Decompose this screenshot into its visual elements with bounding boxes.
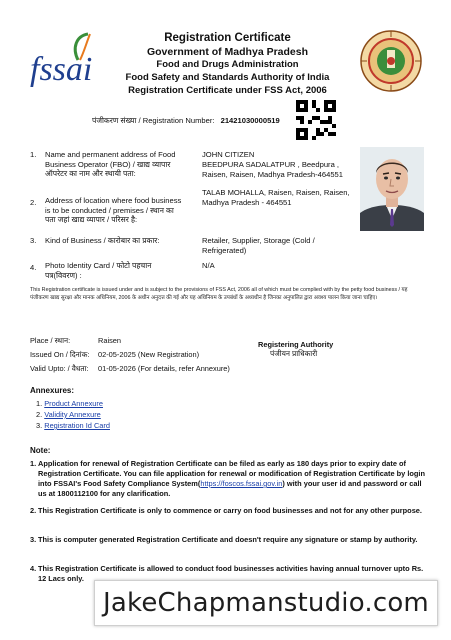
foscos-link[interactable]: https://foscos.fssai.gov.in (200, 479, 283, 488)
note-number: 3. (30, 535, 37, 544)
act-name: Registration Certificate under FSS Act, 2006 (128, 85, 327, 96)
annexure-item-number: 3. (36, 421, 43, 430)
valid-upto-value: 01-05-2026 (For details, refer Annexure) (98, 364, 230, 373)
note-1-tail: ) with your user id and password or call us at 1800112100 for any clarification. (38, 479, 422, 498)
note-3-text: This is computer generated Registration Certificate and doesn't require any signature or stamp by authority. (38, 535, 418, 544)
registration-id-card-link[interactable]: Registration Id Card (44, 421, 110, 430)
annexure-item-validity (36, 410, 101, 419)
madhya-pradesh-seal-icon (360, 30, 422, 92)
field-3-value: Retailer, Supplier, Storage (Cold / Refrigerated) (202, 236, 315, 255)
field-3-number: 3. (30, 236, 37, 245)
field-1-value-address: BEEDPURA SADALATPUR , Beedpura , Raisen, Raisen, Madhya Pradesh-464551 (202, 160, 343, 179)
note-number: 4. (30, 564, 37, 573)
field-4-label: Photo Identity Card / फोटो पहचान पत्र(विवरण) : (45, 261, 152, 280)
watermark-text: JakeChapmanstudio.com (103, 588, 429, 618)
note-4-text: This Registration Certificate is allowed to conduct food businesses activities having annual turnover upto Rs. 12 Lacs only. (38, 564, 424, 583)
field-1-value-name: JOHN CITIZEN (202, 150, 255, 159)
annexure-item-number: 1. (36, 399, 43, 408)
watermark-banner (94, 580, 438, 626)
government-name: Government of Madhya Pradesh (146, 46, 309, 58)
issued-on-label: Issued On / दिनांक: (30, 350, 90, 359)
legal-paragraph: This Registration certificate is issued under and is subject to the provisions of FSS Act, 2006 all of which must be complied with by the petty food business / यह पंजीकरण खाद्य सुरक्षा और मानक अधिनियम, 2006 के अधीन अनुदत्त की गई और यह अधिनियम के उपबंधों के अध्यधीन है जिनका अनुपालित द्वारा अवश्य पालन किया जाना चाहिए। (30, 287, 408, 301)
note-item-1 (30, 459, 428, 499)
registering-authority-hindi: पंजीयन प्राधिकारी (270, 349, 318, 358)
issued-on-value: 02-05-2025 (New Registration) (98, 350, 200, 359)
field-4-value: N/A (202, 261, 215, 270)
applicant-photo (360, 147, 424, 231)
note-number: 2. (30, 506, 37, 515)
annexures-title: Annexures: (30, 386, 75, 395)
valid-upto-label: Valid Upto: / वैधता: (30, 364, 89, 373)
place-label: Place / स्थान: (30, 336, 71, 345)
note-item-2 (30, 506, 428, 516)
field-2-label: Address of location where food business is to be conducted / premises / स्थान का पता जहां खाद्य व्यापार / परिसर है: (45, 196, 182, 225)
department-name: Food and Drugs Administration (156, 59, 299, 70)
fssai-logo (28, 30, 98, 92)
qr-code-icon (296, 100, 336, 140)
note-item-3 (30, 535, 428, 545)
place-value: Raisen (98, 336, 122, 345)
field-1-number: 1. (30, 150, 37, 159)
fssai-logo-text: fssai (30, 51, 93, 88)
registering-authority-title: Registering Authority (258, 340, 334, 349)
field-4-number: 4. (30, 263, 37, 272)
annexure-item-product (36, 399, 103, 408)
note-title: Note: (30, 446, 51, 455)
field-3-label: Kind of Business / कारोबार का प्रकार: (45, 236, 160, 245)
registration-number-row (92, 116, 280, 126)
certificate-title: Registration Certificate (164, 32, 291, 44)
annexure-item-number: 2. (36, 410, 43, 419)
note-1-text: Application for renewal of Registration Certificate can be filed as early as 180 days prior to expiry date of Registration Certificate. You can file application for renewal or modification of Registration Certificate by login into FSSAI's Food Safety Compliance System( (38, 459, 425, 488)
annexure-item-id-card (36, 421, 110, 430)
note-number: 1. (30, 459, 37, 468)
validity-annexure-link[interactable]: Validity Annexure (44, 410, 101, 419)
authority-name: Food Safety and Standards Authority of India (125, 72, 330, 83)
field-1-label: Name and permanent address of Food Business Operator (FBO) / खाद्य व्यापार ऑपरेटर का नाम और स्थायी पता: (45, 150, 176, 179)
registration-number-label: पंजीकरण संख्या / Registration Number: (92, 116, 215, 125)
note-2-text: This Registration Certificate is only to commence or carry on food businesses and not for any other purpose. (38, 506, 422, 515)
field-2-number: 2. (30, 198, 37, 207)
field-2-value: TALAB MOHALLA, Raisen, Raisen, Raisen, Madhya Pradesh - 464551 (202, 188, 350, 207)
registration-number-value: 21421030000519 (220, 116, 280, 125)
product-annexure-link[interactable]: Product Annexure (44, 399, 103, 408)
